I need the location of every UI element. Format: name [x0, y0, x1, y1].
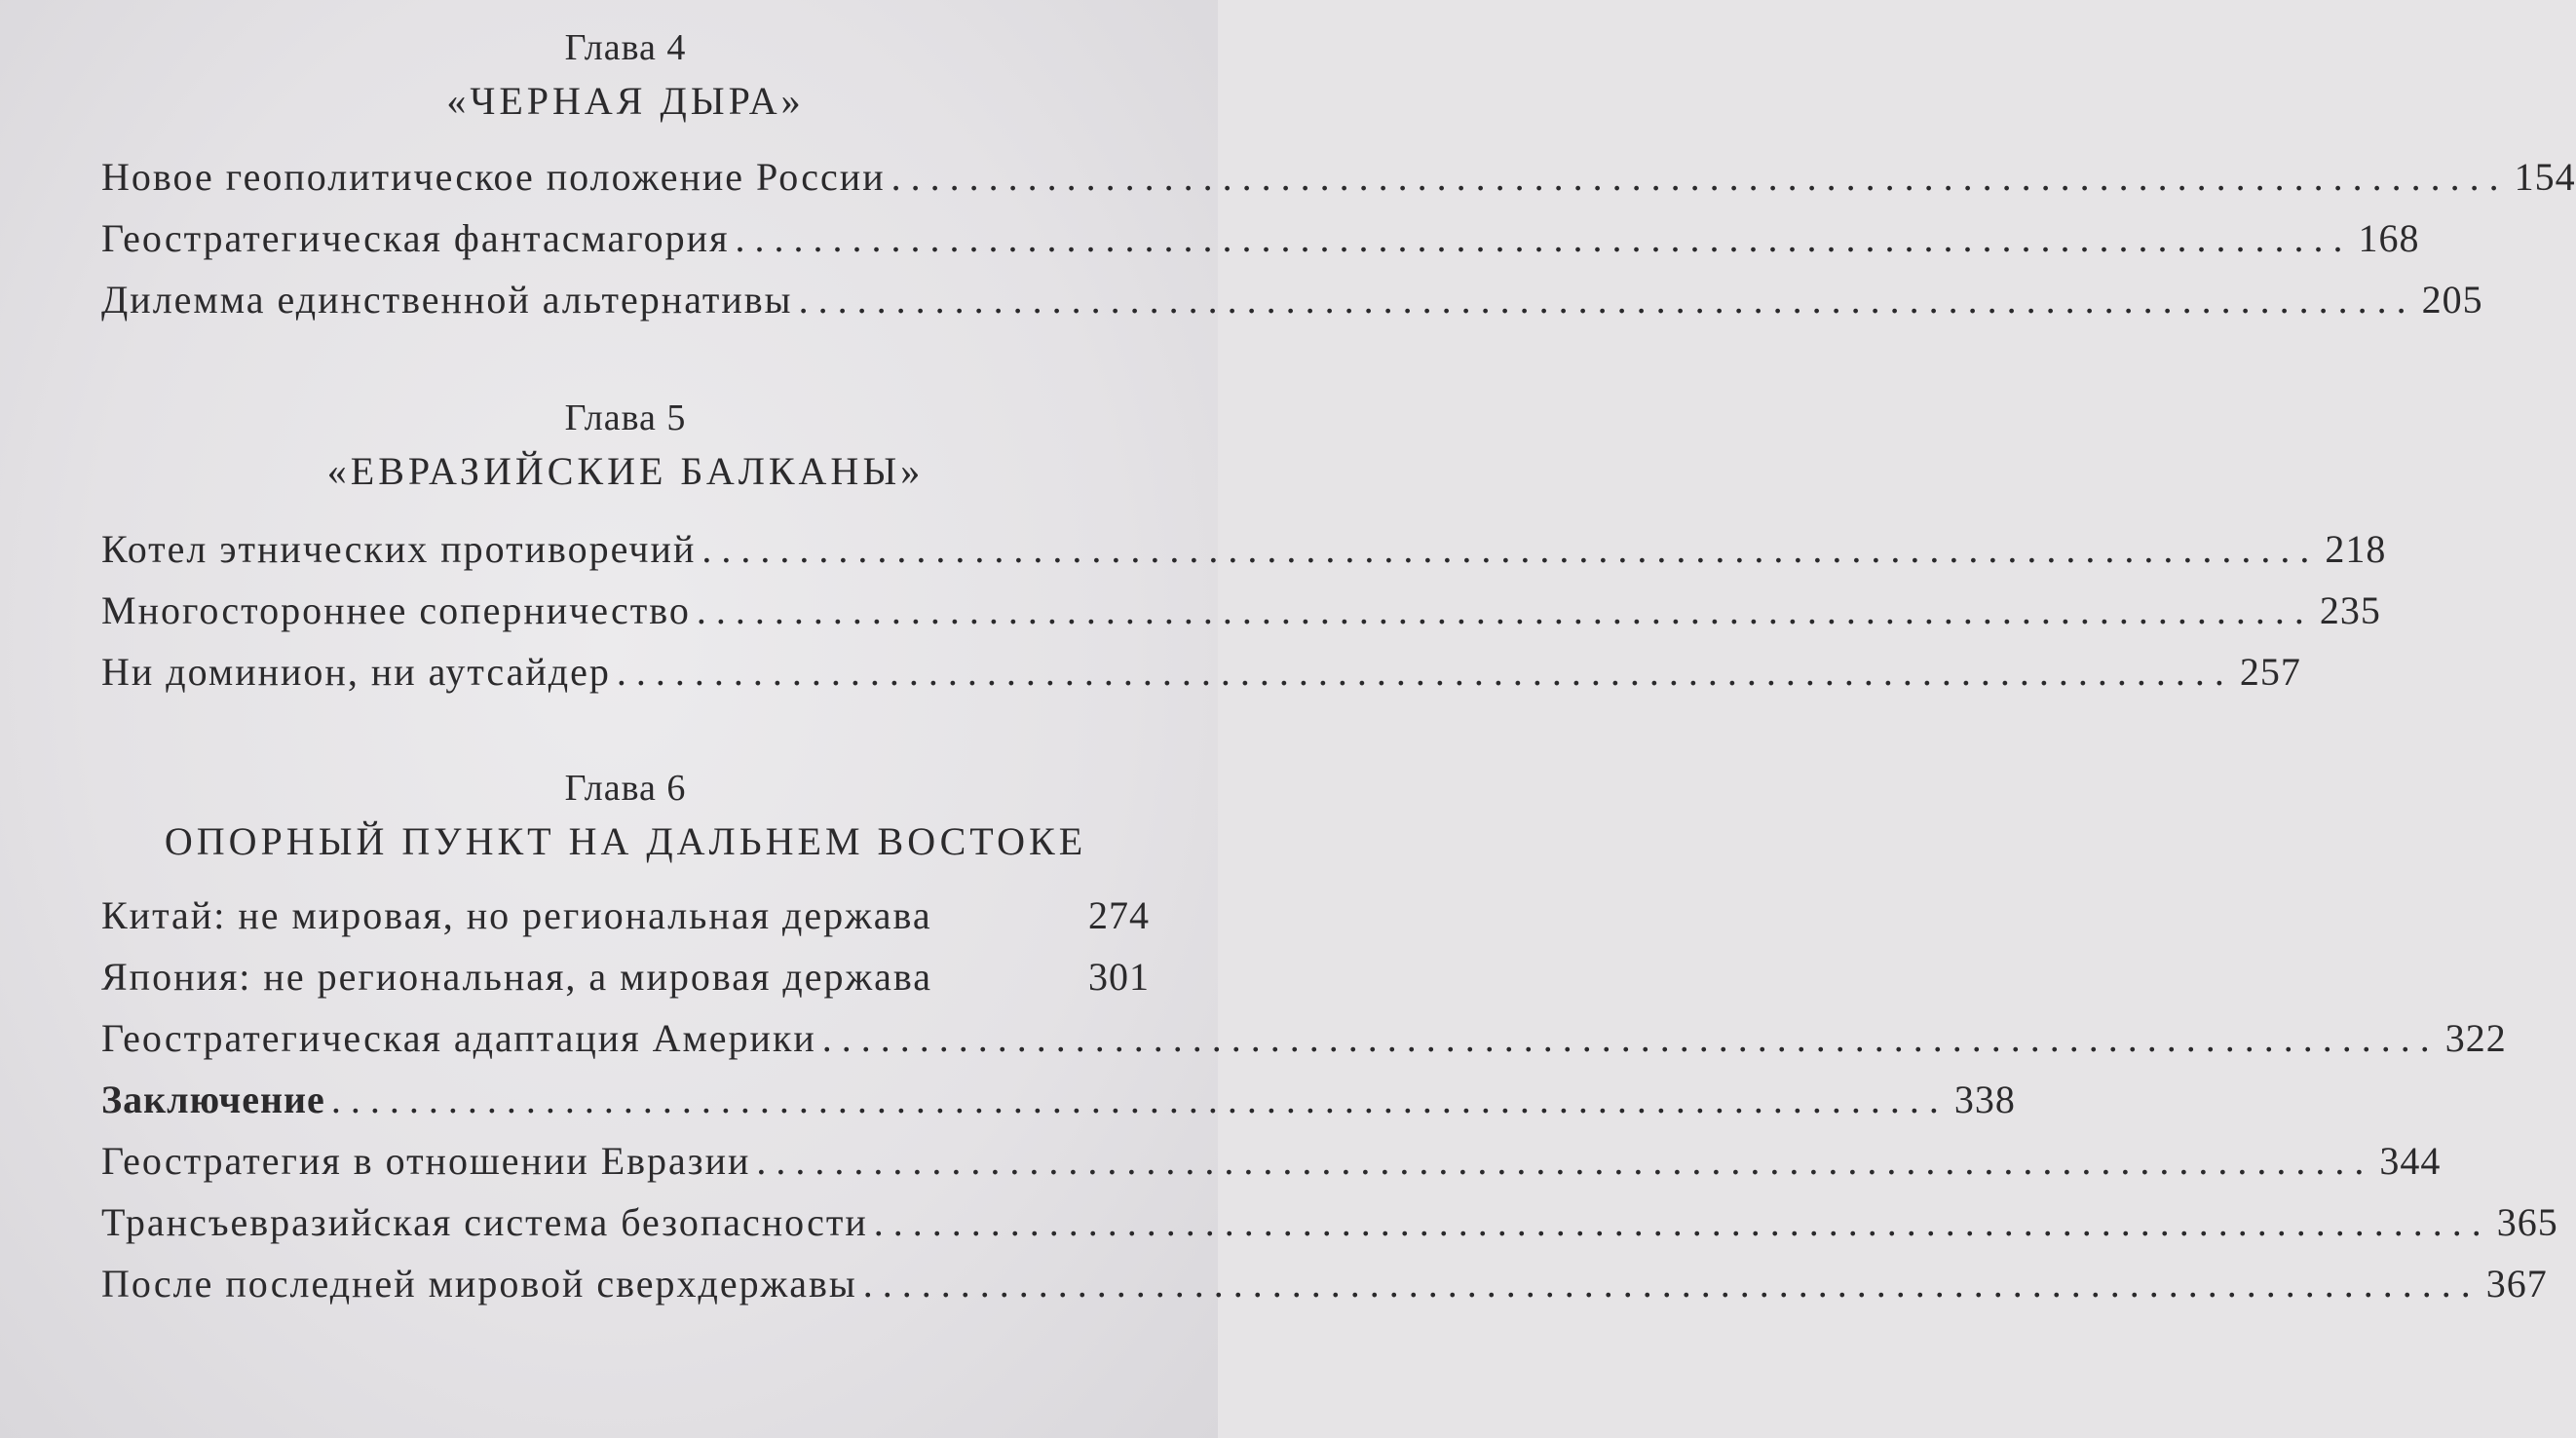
entry-page: 168	[2358, 216, 2420, 260]
toc-entry	[101, 1007, 2507, 1069]
entry-page: 322	[2444, 1016, 2507, 1060]
entry-title: Котел этнических противоречий	[101, 527, 697, 571]
leader-dots: ...................................................................................	[696, 588, 2314, 632]
toc-entry	[101, 518, 2387, 580]
leader-dots: ...................................................................................	[756, 1139, 2374, 1183]
entry-title: Геостратегическая адаптация Америки	[101, 1016, 816, 1060]
entry-page: 257	[2239, 650, 2301, 694]
leader-dots: ...................................................................................	[798, 278, 2416, 322]
entry-title: Ни доминион, ни аутсайдер	[101, 650, 611, 694]
leader-dots: ...................................................................................	[862, 1262, 2481, 1306]
entry-page: 367	[2485, 1262, 2548, 1306]
toc-entry	[101, 269, 2483, 330]
leader-dots: ...................................................................................	[616, 650, 2234, 694]
entry-page: 154	[2514, 155, 2576, 199]
entry-page: 365	[2496, 1200, 2558, 1244]
entry-page: 338	[1953, 1078, 2016, 1121]
toc-entry	[101, 1192, 2558, 1253]
toc-entry	[101, 146, 2576, 208]
toc-entry-conclusion	[101, 1069, 2016, 1130]
entry-title: Япония: не региональная, а мировая держава	[101, 955, 933, 999]
entry-title: После последней мировой сверхдержавы	[101, 1262, 857, 1306]
entry-title: Китай: не мировая, но региональная держава	[101, 893, 932, 937]
toc-entry	[101, 580, 2381, 641]
entry-title: Многостороннее соперничество	[101, 588, 691, 632]
entry-page: 218	[2325, 527, 2387, 571]
entry-page: 344	[2379, 1139, 2442, 1183]
leader-dots: ...................................................................................	[890, 155, 2509, 199]
entry-title: Трансъевразийская система безопасности	[101, 1200, 868, 1244]
chapter-6	[101, 766, 2558, 1314]
entry-title: Дилемма единственной альтернативы	[101, 278, 793, 322]
entry-page: 235	[2319, 588, 2381, 632]
entry-page: 301	[1088, 955, 1150, 999]
entry-title: Геостратегическая фантасмагория	[101, 216, 730, 260]
toc-entry	[101, 1253, 2548, 1314]
chapter-title: «ЕВРАЗИЙСКИЕ БАЛКАНЫ»	[326, 449, 925, 493]
chapter-label: Глава 4	[564, 27, 687, 68]
leader-dots: ...................................................................................	[701, 527, 2320, 571]
chapter-5	[101, 396, 2387, 702]
leader-dots: ...................................................................................	[330, 1078, 1949, 1121]
toc-entry	[101, 946, 1150, 1007]
entry-title: Геостратегия в отношении Евразии	[101, 1139, 751, 1183]
entry-page: 274	[1088, 893, 1150, 937]
toc-entry	[101, 885, 1150, 946]
entry-title: Заключение	[101, 1078, 325, 1121]
leader-dots: ...................................................................................	[873, 1200, 2491, 1244]
toc-entry	[101, 208, 2420, 269]
chapter-label: Глава 5	[564, 397, 687, 438]
toc-entry	[101, 1130, 2442, 1192]
chapter-label: Глава 6	[564, 768, 687, 809]
toc-entry	[101, 641, 2301, 702]
chapter-4	[101, 25, 2576, 330]
chapter-title: «ЧЕРНАЯ ДЫРА»	[446, 79, 805, 123]
entry-page: 205	[2421, 278, 2483, 322]
leader-dots: ...................................................................................	[735, 216, 2353, 260]
leader-dots: ...................................................................................	[821, 1016, 2440, 1060]
chapter-title: ОПОРНЫЙ ПУНКТ НА ДАЛЬНЕМ ВОСТОКЕ	[164, 819, 1087, 863]
entry-title: Новое геополитическое положение России	[101, 155, 886, 199]
